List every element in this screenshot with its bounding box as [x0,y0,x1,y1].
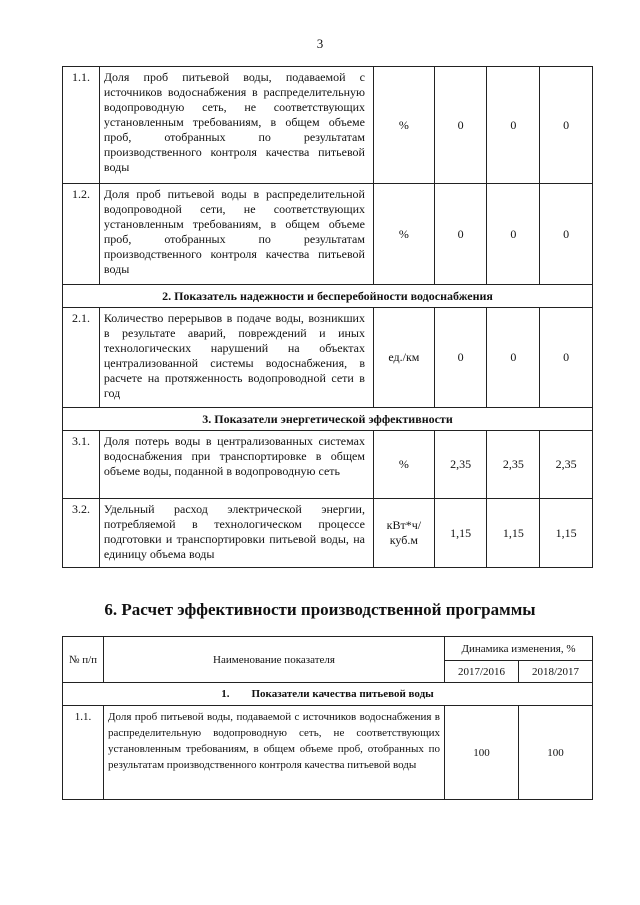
value-cell: 0 [540,308,593,408]
header-dynamics: Динамика изменения, % [445,637,593,661]
unit-cell: % [373,67,434,184]
row-number: 2.1. [63,308,100,408]
value-cell: 2,35 [434,431,487,499]
section-row [63,408,593,431]
efficiency-table [62,636,593,800]
header-number: № п/п [63,637,104,683]
indicator-description: Доля проб питьевой воды в распределительной водопроводной сети, не соответствующих установленным требованиям, в общем объеме проб, отобранных по результатам производственного контроля качества питьевой воды [99,184,373,285]
table-row [63,499,593,568]
section-title: 2. Показатель надежности и бесперебойности водоснабжения [63,285,593,308]
row-number: 3.2. [63,499,100,568]
value-cell: 2,35 [487,431,540,499]
section-title-text: Показатели качества питьевой воды [251,688,434,700]
row-number: 3.1. [63,431,100,499]
value-cell: 0 [487,308,540,408]
value-cell: 1,15 [434,499,487,568]
value-cell: 2,35 [540,431,593,499]
section-title [63,683,593,706]
indicator-description: Доля потерь воды в централизованных системах водоснабжения при транспортировке в общем объеме воды, поданной в водопроводную сеть [99,431,373,499]
indicator-description: Доля проб питьевой воды, подаваемой с источников водоснабжения в распределительную водопроводную сеть, не соответствующих установленным требованиям, в общем объеме проб, отобранных по результатам производственного контроля качества питьевой воды [104,706,445,800]
value-cell: 0 [487,184,540,285]
section-row [63,285,593,308]
unit-cell: кВт*ч/ куб.м [373,499,434,568]
row-number: 1.1. [63,67,100,184]
value-cell: 100 [445,706,519,800]
table-row [63,431,593,499]
unit-cell: % [373,184,434,285]
header-row [63,637,593,661]
value-cell: 1,15 [540,499,593,568]
section-title: 3. Показатели энергетической эффективности [63,408,593,431]
value-cell: 1,15 [487,499,540,568]
header-period: 2018/2017 [519,661,593,683]
value-cell: 0 [434,184,487,285]
value-cell: 0 [487,67,540,184]
unit-cell: % [373,431,434,499]
indicator-description: Удельный расход электрической энергии, потребляемой в технологическом процессе подготовки и транспортировки питьевой воды, на единицу объема воды [99,499,373,568]
page-number: 3 [316,36,324,51]
table-row [63,308,593,408]
indicator-description: Доля проб питьевой воды, подаваемой с источников водоснабжения в распределительную водопроводную сеть, не соответствующих установленным требованиям, в общем объеме проб, отобранных по результатам производственного контроля качества питьевой воды [99,67,373,184]
unit-cell: ед./км [373,308,434,408]
row-number: 1.1. [63,706,104,800]
section-heading: 6. Расчет эффективности производственной программы [104,600,536,619]
table-row [63,67,593,184]
section-number: 1. [221,688,230,700]
indicator-description: Количество перерывов в подаче воды, возникших в результате аварий, повреждений и иных технологических нарушений на объектах централизованной системы водоснабжения, в расчете на протяженность водопроводной сети в год [99,308,373,408]
indicators-table [62,66,593,568]
value-cell: 0 [434,67,487,184]
header-name: Наименование показателя [104,637,445,683]
header-period: 2017/2016 [445,661,519,683]
value-cell: 0 [434,308,487,408]
row-number: 1.2. [63,184,100,285]
table-row [63,706,593,800]
table-row [63,184,593,285]
section-row [63,683,593,706]
value-cell: 0 [540,184,593,285]
value-cell: 0 [540,67,593,184]
value-cell: 100 [519,706,593,800]
